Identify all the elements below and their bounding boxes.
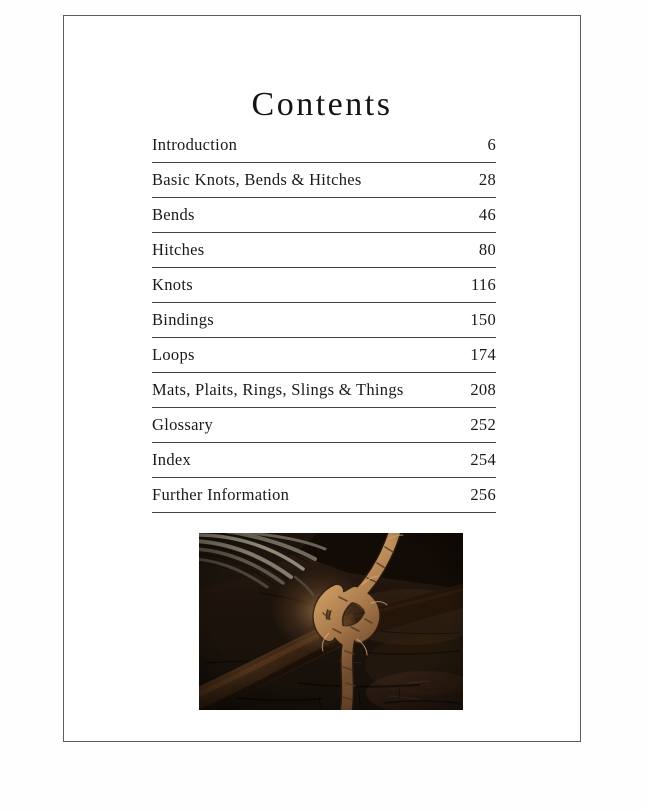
toc-entry-page-number: 252 [470,415,496,434]
toc-row [152,373,496,408]
toc-entry-page-number: 46 [478,205,496,224]
toc-row [152,268,496,303]
toc-entry-label: Index [152,450,192,469]
toc-entry-label: Bends [152,205,195,224]
toc-row [152,128,496,163]
toc-entry-label: Loops [152,345,195,364]
page-title: Contents [251,86,393,123]
toc-row [152,408,496,443]
toc-entry-page-number: 256 [470,485,496,504]
toc-entry-page-number: 28 [478,170,496,189]
toc-entry-label: Knots [152,275,193,294]
toc-entry-label: Basic Knots, Bends & Hitches [152,170,362,189]
toc-entry-page-number: 174 [470,345,496,364]
toc-entry-label: Introduction [152,135,238,154]
toc-row [152,303,496,338]
toc-row [152,478,496,513]
toc-entry-page-number: 116 [470,275,496,294]
toc-entry-label: Glossary [152,415,214,434]
toc-row [152,233,496,268]
toc-entry-label: Mats, Plaits, Rings, Slings & Things [152,380,404,399]
toc-row [152,338,496,373]
toc-entry-page-number: 254 [470,450,496,469]
photo-vignette [199,533,463,710]
toc-entry-label: Bindings [152,310,214,329]
table-of-contents [152,128,496,513]
toc-entry-label: Further Information [152,485,290,504]
toc-entry-page-number: 208 [470,380,496,399]
book-page-sheet [63,15,581,742]
rope-knot-illustration [199,533,463,710]
rope-knot-photo [199,533,463,710]
toc-row [152,443,496,478]
toc-row [152,198,496,233]
toc-entry-page-number: 6 [487,135,496,154]
toc-entry-page-number: 150 [470,310,496,329]
toc-entry-label: Hitches [152,240,205,259]
toc-entry-page-number: 80 [478,240,496,259]
toc-row [152,163,496,198]
